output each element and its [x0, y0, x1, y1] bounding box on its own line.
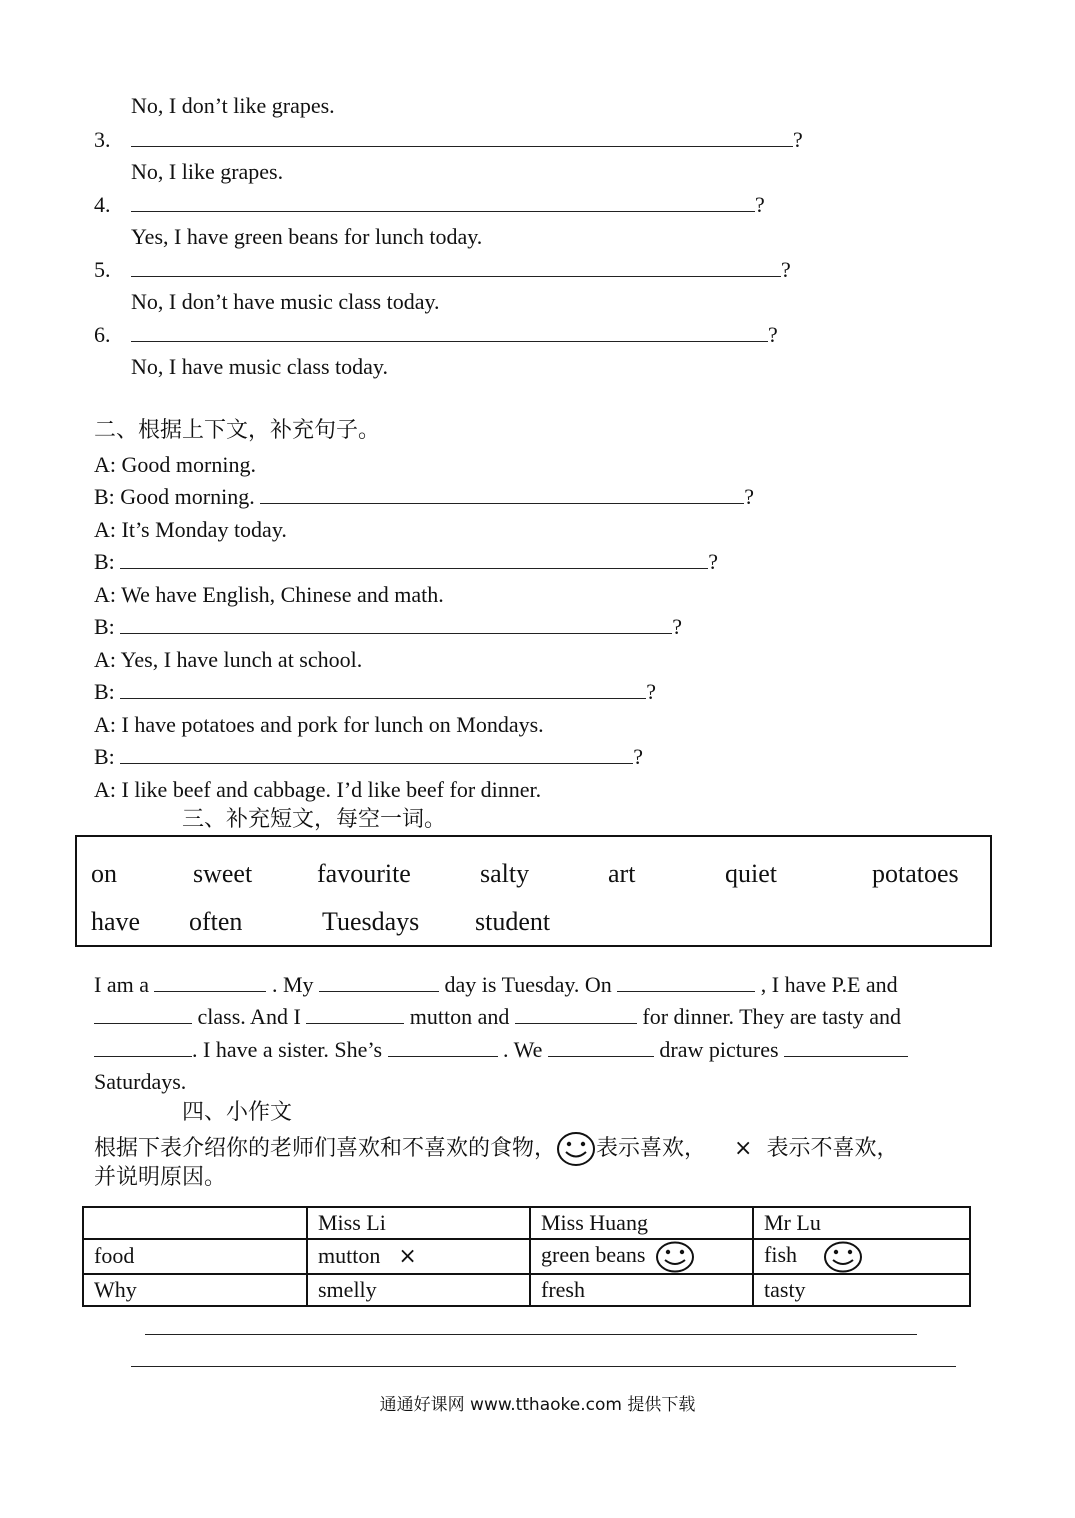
answer-line: No, I don’t like grapes. [131, 93, 335, 118]
question-blank[interactable] [131, 126, 793, 147]
section-heading: 四、小作文 [182, 1100, 293, 1125]
answer-line: No, I like grapes. [131, 159, 284, 184]
section-heading: 二、根据上下文，补充句子。 [94, 418, 381, 443]
item-number: 4. [94, 192, 111, 217]
passage-blank[interactable] [784, 1036, 908, 1057]
dialogue-blank[interactable] [120, 548, 708, 569]
table-cell: fish [753, 1239, 970, 1274]
table-cell: green beans [530, 1239, 753, 1274]
passage-blank[interactable] [306, 1003, 404, 1024]
dialogue-line: A: Yes, I have lunch at school. [94, 647, 363, 672]
word-bank-item: favourite [317, 859, 411, 888]
word-bank [75, 835, 992, 947]
word-bank-item: often [189, 907, 243, 936]
cross-icon: × [398, 1243, 417, 1269]
writing-line[interactable] [131, 1366, 956, 1367]
dialogue-line: A: I have potatoes and pork for lunch on Mondays. [94, 712, 544, 737]
question-mark: ? [793, 127, 803, 152]
passage-blank[interactable] [319, 971, 439, 992]
smiley-icon [823, 1241, 863, 1273]
word-bank-item: student [475, 907, 551, 936]
passage-blank[interactable] [388, 1036, 498, 1057]
writing-line[interactable] [145, 1334, 917, 1335]
question-mark: ? [781, 257, 791, 282]
question-blank-row [131, 256, 791, 284]
passage-line: Saturdays. [94, 1069, 187, 1094]
dialogue-line: A: We have English, Chinese and math. [94, 582, 444, 607]
instructions: 并说明原因。 [94, 1165, 227, 1190]
table-row [83, 1207, 970, 1239]
passage-line: I am a . My day is Tuesday. On , I have P.E and [94, 972, 898, 997]
word-bank-item: art [608, 859, 636, 888]
question-blank[interactable] [131, 191, 755, 212]
question-blank-row [131, 321, 778, 349]
passage-blank[interactable] [617, 971, 755, 992]
table-cell: Why [83, 1274, 307, 1306]
word-bank-item: quiet [725, 859, 777, 888]
word-bank-item: on [91, 859, 117, 888]
question-blank[interactable] [131, 321, 768, 342]
answer-line: No, I don’t have music class today. [131, 289, 440, 314]
passage-line: . I have a sister. She’s . We draw pictures [94, 1036, 908, 1064]
table-row [83, 1239, 970, 1274]
table-cell: fresh [530, 1274, 753, 1306]
table-cell: mutton × [307, 1239, 530, 1274]
passage-blank[interactable] [548, 1036, 654, 1057]
item-number: 5. [94, 257, 111, 282]
footer: 通通好课网 www.tthaoke.com 提供下载 [379, 1395, 696, 1415]
word-bank-item: potatoes [872, 859, 959, 888]
item-number: 6. [94, 322, 111, 347]
table-cell: food [83, 1239, 307, 1274]
question-blank-row [131, 126, 803, 154]
table-header-cell: Mr Lu [753, 1207, 970, 1239]
dialogue-blank[interactable] [120, 743, 633, 764]
question-blank-row [131, 191, 765, 219]
dialogue-line: A: Good morning. [94, 452, 256, 477]
answer-line: No, I have music class today. [131, 354, 389, 379]
cross-icon: × [734, 1136, 753, 1161]
dialogue-line: B: ? [94, 679, 657, 704]
question-mark: ? [768, 322, 778, 347]
word-bank-item: have [91, 907, 141, 936]
table-cell: tasty [753, 1274, 970, 1306]
dialogue-blank[interactable] [120, 613, 672, 634]
passage-blank[interactable] [515, 1003, 637, 1024]
table-header-cell: Miss Li [307, 1207, 530, 1239]
passage-blank[interactable] [94, 1003, 192, 1024]
word-bank-item: salty [480, 859, 530, 888]
instructions: 根据下表介绍你的老师们喜欢和不喜欢的食物， 表示喜欢， × 表示不喜欢， [94, 1131, 898, 1167]
table-header-cell [83, 1207, 307, 1239]
passage-line: class. And I mutton and for dinner. They are tasty and [94, 1003, 901, 1031]
passage-blank[interactable] [154, 971, 266, 992]
dialogue-line: A: I like beef and cabbage. I’d like beef for dinner. [94, 777, 542, 802]
question-blank[interactable] [131, 256, 781, 277]
table-header-cell: Miss Huang [530, 1207, 753, 1239]
word-bank-item: sweet [193, 859, 253, 888]
dialogue-line: B: ? [94, 614, 683, 639]
smiley-icon [655, 1241, 695, 1273]
dialogue-line: B: ? [94, 744, 644, 769]
table-cell: smelly [307, 1274, 530, 1306]
table-row [83, 1274, 970, 1306]
dialogue-line: B: Good morning. ? [94, 484, 754, 509]
word-bank-item: Tuesdays [322, 907, 420, 936]
item-number: 3. [94, 127, 111, 152]
section-heading: 三、补充短文，每空一词。 [182, 807, 447, 832]
dialogue-line: B: ? [94, 549, 719, 574]
question-mark: ? [755, 192, 765, 217]
passage-blank[interactable] [94, 1036, 192, 1057]
preferences-table [82, 1206, 971, 1307]
dialogue-blank[interactable] [120, 678, 646, 699]
dialogue-blank[interactable] [260, 483, 744, 504]
dialogue-line: A: It’s Monday today. [94, 517, 287, 542]
smiley-icon [556, 1131, 596, 1167]
answer-line: Yes, I have green beans for lunch today. [131, 224, 483, 249]
